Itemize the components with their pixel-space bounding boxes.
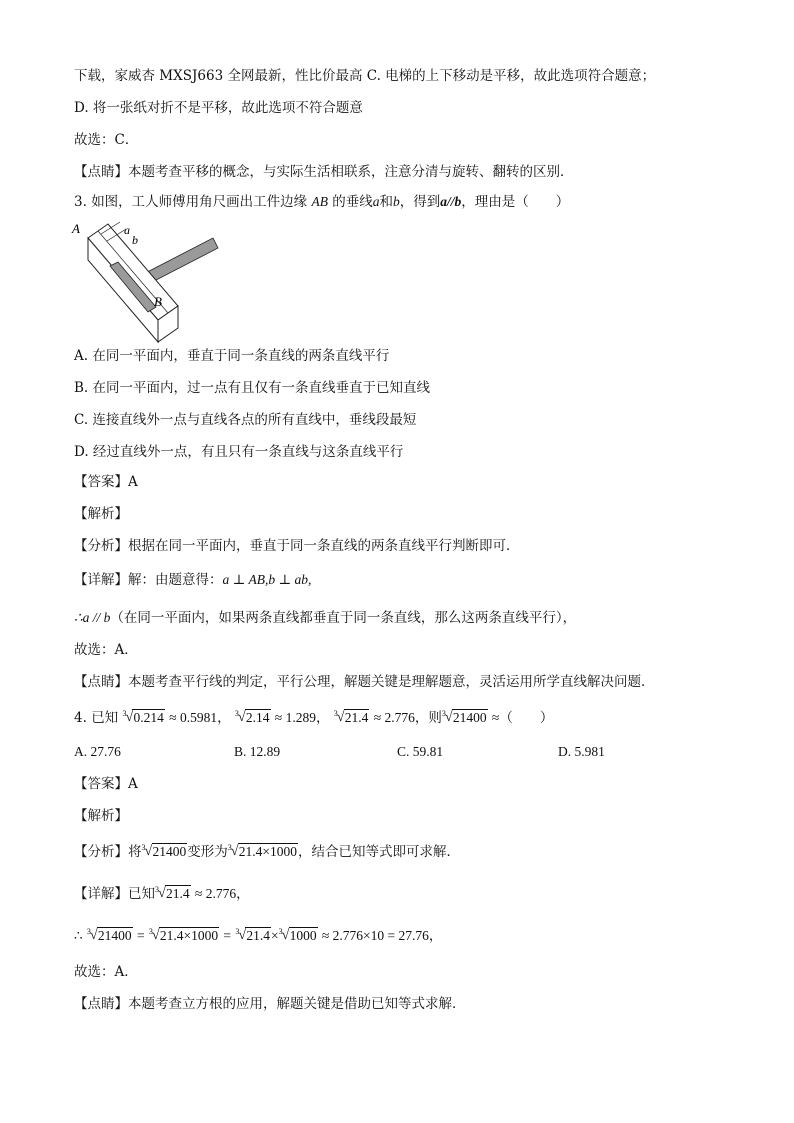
q3-option-b: B. 在同一平面内，过一点有且仅有一条直线垂直于已知直线 <box>74 380 431 396</box>
cbrt-expr: 3 √ 21.4×1000 <box>148 927 219 943</box>
q4-analysis-title: 【解析】 <box>74 808 128 824</box>
text-line-2: D. 将一张纸对折不是平移，故此选项不符合题意 <box>74 100 363 116</box>
cbrt-expr: 3 √ 1000 <box>278 927 317 943</box>
label-a: a <box>124 223 130 237</box>
equals: = <box>223 928 232 943</box>
var-b: b <box>393 194 400 209</box>
punct: ， <box>428 928 443 944</box>
question-4-stem: 4. 已知 3 √ 0.214 ≈ 0.5981， 3 √ 2.14 ≈ 1.289， 3 √ 21.4 ≈ 2.776，则 3 √ 21400 ≈（ ） <box>74 709 554 726</box>
q4-therefore <box>74 926 442 946</box>
label-A: A <box>72 221 80 236</box>
q3-fenxi: 【分析】根据在同一平面内，垂直于同一条直线的两条直线平行判断即可． <box>74 538 520 554</box>
fenxi-text: 变形为 <box>187 844 228 860</box>
approx-value: ≈ 1.289 <box>274 710 316 725</box>
approx-value: ≈ 0.5981 <box>169 710 218 725</box>
cbrt-expr: 3 √ 21400 <box>86 927 132 943</box>
q3-answer: 【答案】A <box>74 474 138 490</box>
cbrt-expr: 3 √ 21400 <box>141 843 187 859</box>
cbrt-expr: 3 √ 0.214 <box>122 709 164 725</box>
stem-text: 已知 <box>91 710 119 726</box>
dianjing-line-1: 【点睛】本题考查平移的概念，与实际生活相联系，注意分清与旋转、翻转的区别． <box>74 164 574 180</box>
q4-dianjing: 【点睛】本题考查立方根的应用，解题关键是借助已知等式求解． <box>74 996 466 1012</box>
punct: ， <box>236 886 250 902</box>
question-number: 4. <box>74 710 87 726</box>
cbrt-expr: 3 √ 21.4 <box>155 885 190 901</box>
q4-choose: 故选：A． <box>74 964 138 980</box>
q4-fenxi <box>74 842 460 862</box>
q3-option-c: C. 连接直线外一点与直线各点的所有直线中，垂线段最短 <box>74 412 417 428</box>
question-3-stem <box>74 192 569 212</box>
stem-text: ，理由是（ ） <box>461 194 570 210</box>
parallel-expr: a//b <box>440 194 462 209</box>
q4-option-c: C. 59.81 <box>397 744 444 759</box>
q3-option-a: A. 在同一平面内，垂直于同一条直线的两条直线平行 <box>74 348 390 364</box>
therefore-math: ∴a // b <box>74 610 111 625</box>
question-number: 3. <box>74 194 87 210</box>
cbrt-expr: 3 √ 21.4 <box>235 927 270 943</box>
stem-text: 和 <box>379 194 394 210</box>
q3-analysis-title: 【解析】 <box>74 506 128 522</box>
q3-xiangjie <box>74 570 311 590</box>
label-B: B <box>154 294 162 309</box>
therefore-symbol: ∴ <box>74 928 83 944</box>
label-b: b <box>132 233 138 247</box>
q3-option-d: D. 经过直线外一点，有且只有一条直线与这条直线平行 <box>74 444 404 460</box>
cbrt-expr: 3 √ 21.4 <box>333 709 369 725</box>
q4-option-b: B. 12.89 <box>234 744 281 759</box>
q4-answer: 【答案】A <box>74 776 138 792</box>
result-expr: ≈ 2.776×10 = 27.76 <box>321 928 429 943</box>
q3-choose: 故选：A． <box>74 642 138 658</box>
xiangjie-label: 【详解】解：由题意得： <box>74 572 223 588</box>
cbrt-expr: 3 √ 2.14 <box>234 709 270 725</box>
q4-option-a: A. 27.76 <box>74 744 121 759</box>
approx-blank: ≈（ ） <box>491 710 554 725</box>
cbrt-expr: 3 √ 21.4×1000 <box>227 843 297 859</box>
approx-value: ≈ 2.776 <box>373 710 415 725</box>
cbrt-expr: 3 √ 21400 <box>441 709 487 725</box>
q4-xiangjie <box>74 884 250 904</box>
q3-dianjing: 【点睛】本题考查平行线的判定，平行公理，解题关键是理解题意，灵活运用所学直线解决问题． <box>74 674 655 690</box>
text-line-1: 下载，家威杏 MXSJ663 全网最新，性比价最高 C. 电梯的上下移动是平移，故此选项符合题意； <box>74 68 656 84</box>
segment-ab: AB <box>311 194 328 209</box>
fenxi-text: ，结合已知等式即可求解． <box>298 844 460 860</box>
stem-text: 如图，工人师傅用角尺画出工件边缘 <box>91 194 308 210</box>
xiangjie-label: 【详解】已知 <box>74 886 155 902</box>
xiangjie-math: a ⊥ AB,b ⊥ ab, <box>222 572 312 587</box>
stem-text: 的垂线 <box>332 194 373 210</box>
text-line-3: 故选：C． <box>74 132 139 148</box>
times: × <box>270 928 279 943</box>
approx-value: ≈ 2.776 <box>194 886 237 901</box>
equals: = <box>136 928 145 943</box>
stem-text: ，得到 <box>399 194 441 210</box>
ruler-figure <box>70 220 220 345</box>
stem-text: ，则 <box>414 710 442 726</box>
var-a: a <box>372 194 380 209</box>
therefore-text: （在同一平面内，如果两条直线都垂直于同一条直线，那么这两条直线平行）， <box>110 610 577 626</box>
fenxi-label: 【分析】将 <box>74 844 142 860</box>
q4-option-d: D. 5.981 <box>558 744 605 759</box>
q4-options <box>74 742 724 762</box>
q3-therefore <box>74 608 576 628</box>
